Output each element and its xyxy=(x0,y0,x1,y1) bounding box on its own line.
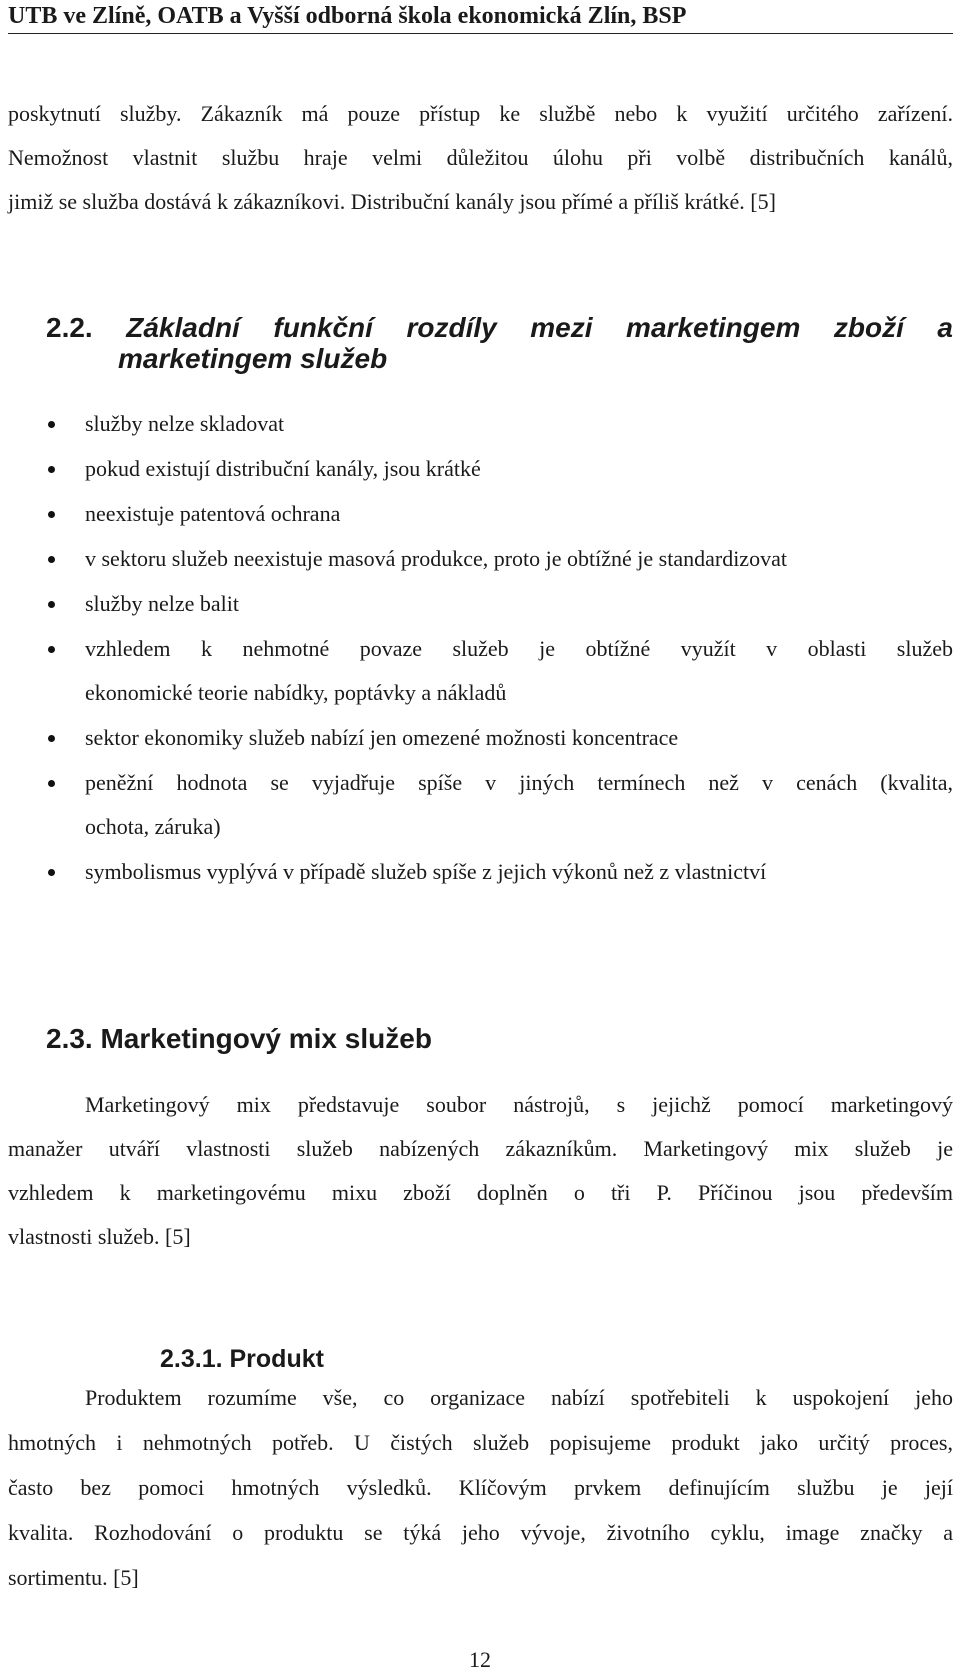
intro-line: poskytnutí služby. Zákazník má pouze přístup ke službě nebo k využití určitého zařízení. xyxy=(8,101,953,126)
list-item: symbolismus vyplývá v případě služeb spíše z jejich výkonů než z vlastnictví xyxy=(85,859,767,884)
list-item-continuation: ekonomické teorie nabídky, poptávky a nákladů xyxy=(85,680,507,705)
bullet-icon xyxy=(48,511,55,518)
bullet-icon xyxy=(48,869,55,876)
list-item: vzhledem k nehmotné povaze služeb je obtížné využít v oblasti služeb xyxy=(85,636,953,661)
list-item: peněžní hodnota se vyjadřuje spíše v jiných termínech než v cenách (kvalita, xyxy=(85,770,953,795)
bullet-icon xyxy=(48,466,55,473)
section-heading-2-2-cont xyxy=(118,343,387,375)
paragraph-line: manažer utváří vlastnosti služeb nabízených zákazníkům. Marketingový mix služeb je xyxy=(8,1136,953,1161)
paragraph-line: Produktem rozumíme vše, co organizace nabízí spotřebiteli k uspokojení jeho xyxy=(85,1385,953,1410)
bullet-icon xyxy=(48,601,55,608)
paragraph-line: sortimentu. [5] xyxy=(8,1565,139,1590)
intro-line: Nemožnost vlastnit službu hraje velmi důležitou úlohu při volbě distribučních kanálů, xyxy=(8,145,953,170)
bullet-icon xyxy=(48,556,55,563)
header-divider xyxy=(8,33,953,34)
paragraph-line: vzhledem k marketingovému mixu zboží doplněn o tři P. Příčinou jsou především xyxy=(8,1180,953,1205)
section-heading-2-2 xyxy=(46,312,953,344)
list-item-continuation: ochota, záruka) xyxy=(85,814,221,839)
paragraph-line: hmotných i nehmotných potřeb. U čistých služeb popisujeme produkt jako určitý proces, xyxy=(8,1430,953,1455)
bullet-icon xyxy=(48,735,55,742)
intro-line: jimiž se služba dostává k zákazníkovi. Distribuční kanály jsou přímé a příliš krátké. [5] xyxy=(8,189,776,214)
list-item: pokud existují distribuční kanály, jsou krátké xyxy=(85,456,481,481)
list-item: neexistuje patentová ochrana xyxy=(85,501,341,526)
section-number: 2.2. xyxy=(46,312,93,343)
section-title-line2: marketingem služeb xyxy=(118,343,388,374)
bullet-icon xyxy=(48,421,55,428)
list-item: sektor ekonomiky služeb nabízí jen omezené možnosti koncentrace xyxy=(85,725,679,750)
bullet-icon xyxy=(48,780,55,787)
paragraph-line: Marketingový mix představuje soubor nástrojů, s jejichž pomocí marketingový xyxy=(85,1092,953,1117)
subsection-heading-2-3-1: 2.3.1. Produkt xyxy=(160,1345,324,1373)
paragraph-line: často bez pomoci hmotných výsledků. Klíčovým prvkem definujícím službu je její xyxy=(8,1475,953,1500)
page-number: 12 xyxy=(469,1647,491,1672)
list-item: služby nelze balit xyxy=(85,591,239,616)
section-heading-2-3: 2.3. Marketingový mix služeb xyxy=(46,1023,432,1054)
paragraph-line: kvalita. Rozhodování o produktu se týká jeho vývoje, životního cyklu, image značky a xyxy=(8,1520,953,1545)
list-item: v sektoru služeb neexistuje masová produkce, proto je obtížné je standardizovat xyxy=(85,546,787,571)
running-header: UTB ve Zlíně, OATB a Vyšší odborná škola ekonomická Zlín, BSP xyxy=(8,3,687,29)
list-item: služby nelze skladovat xyxy=(85,411,285,436)
bullet-icon xyxy=(48,646,55,653)
section-title-line1: Základní funkční rozdíly mezi marketingem zboží a xyxy=(126,312,953,343)
paragraph-line: vlastnosti služeb. [5] xyxy=(8,1224,191,1249)
